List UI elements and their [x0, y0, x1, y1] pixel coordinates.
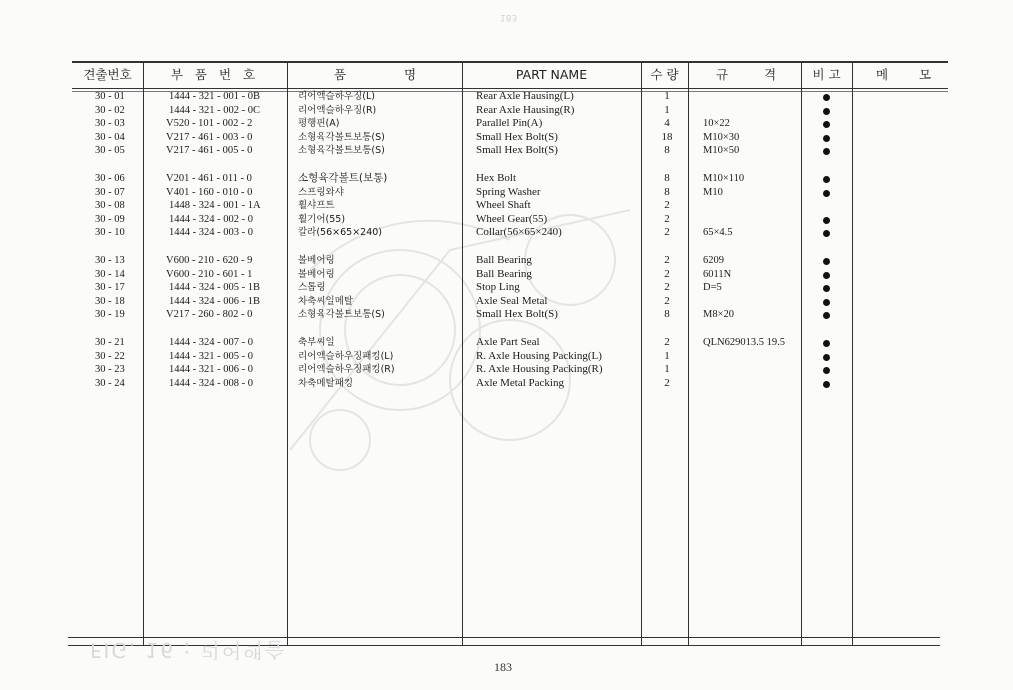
row-index-no: 30 - 08	[95, 200, 125, 212]
header-part-name: PART NAME	[515, 67, 588, 82]
row-korean-name: 휠기어(55)	[298, 213, 346, 225]
row-spec: M10×30	[703, 131, 740, 143]
row-korean-name: 볼베어링	[298, 268, 335, 280]
row-spec: D=5	[703, 282, 722, 294]
row-part-name: Spring Washer	[476, 185, 541, 198]
header-memo-1: 메	[875, 67, 889, 82]
col-sep-7	[852, 61, 853, 645]
row-spec: M10	[703, 186, 723, 198]
row-part-number: 1444 - 321 - 006 - 0	[169, 364, 253, 376]
row-index-no: 30 - 17	[95, 282, 125, 294]
row-part-name: Hex Bolt	[476, 172, 517, 184]
row-part-name: R. Axle Housing Packing(L)	[476, 349, 602, 362]
col-sep-4	[641, 61, 642, 645]
header-korean-name-1: 품	[333, 67, 347, 82]
remark-dot	[823, 285, 830, 292]
row-part-number: 1444 - 324 - 002 - 0	[169, 213, 253, 225]
col-sep-5	[688, 61, 689, 645]
row-quantity: 1	[664, 90, 670, 102]
remark-dot	[823, 354, 830, 361]
row-part-number: 1444 - 324 - 006 - 1B	[169, 295, 260, 307]
row-index-no: 30 - 04	[95, 131, 125, 143]
row-spec: 6011N	[703, 268, 732, 280]
remark-dot	[823, 258, 830, 265]
row-part-number: 1444 - 324 - 008 - 0	[169, 377, 253, 389]
col-sep-1	[143, 61, 144, 645]
row-korean-name: 리어액슬하우징(R)	[298, 104, 377, 116]
row-quantity: 8	[664, 308, 670, 321]
row-part-name: Small Hex Bolt(S)	[476, 144, 558, 157]
row-korean-name: 소형육각볼트보통(S)	[298, 309, 385, 321]
row-quantity: 2	[664, 281, 670, 294]
row-korean-name: 볼베어링	[298, 255, 335, 266]
row-part-number: 1448 - 324 - 001 - 1A	[169, 200, 261, 212]
remark-dot	[823, 190, 830, 197]
row-part-number: V600 - 210 - 620 - 9	[166, 255, 253, 266]
row-index-no: 30 - 10	[95, 227, 125, 239]
row-part-number: 1444 - 321 - 001 - 0B	[169, 91, 260, 102]
row-index-no: 30 - 07	[95, 186, 125, 198]
row-part-name: Rear Axle Hausing(R)	[476, 103, 575, 116]
row-index-no: 30 - 06	[95, 173, 125, 184]
row-part-number: V201 - 461 - 011 - 0	[166, 173, 252, 184]
header-spec-2: 격	[763, 67, 777, 82]
row-part-number: 1444 - 324 - 007 - 0	[169, 337, 253, 348]
row-part-number: V217 - 461 - 003 - 0	[166, 131, 253, 143]
row-korean-name: 차축메탈패킹	[298, 377, 354, 389]
remark-dot	[823, 381, 830, 388]
row-part-name: Ball Bearing	[476, 267, 532, 280]
row-korean-name: 소형육각볼트보통(S)	[298, 145, 385, 157]
header-memo-2: 모	[918, 67, 932, 82]
row-part-name: Stop Ling	[476, 281, 520, 294]
col-sep-6	[801, 61, 802, 645]
remark-dot	[823, 367, 830, 374]
row-index-no: 30 - 03	[95, 118, 125, 130]
row-spec: 65×4.5	[703, 227, 733, 239]
row-part-number: 1444 - 321 - 005 - 0	[169, 350, 253, 362]
row-index-no: 30 - 19	[95, 309, 125, 321]
remark-dot	[823, 121, 830, 128]
row-index-no: 30 - 22	[95, 350, 125, 362]
row-korean-name: 리어액슬하우징(L)	[298, 91, 375, 102]
row-index-no: 30 - 21	[95, 337, 125, 348]
row-part-number: V520 - 101 - 002 - 2	[166, 118, 253, 130]
row-index-no: 30 - 09	[95, 213, 125, 225]
remark-dot	[823, 230, 830, 237]
row-quantity: 2	[664, 199, 670, 212]
row-quantity: 1	[664, 363, 670, 376]
row-korean-name: 칼라(56×65×240)	[298, 227, 382, 239]
remark-dot	[823, 108, 830, 115]
row-part-name: Small Hex Bolt(S)	[476, 130, 558, 143]
header-korean-name-2: 명	[403, 67, 417, 82]
remark-dot	[823, 299, 830, 306]
row-spec: 10×22	[703, 118, 730, 130]
remark-dot	[823, 312, 830, 319]
row-part-number: V217 - 260 - 802 - 0	[166, 309, 253, 321]
row-quantity: 8	[664, 172, 670, 184]
row-index-no: 30 - 23	[95, 364, 125, 376]
row-part-number: 1444 - 324 - 005 - 1B	[169, 282, 260, 294]
bleed-through-caption: FIG. 16 : 리어액슬	[90, 638, 286, 662]
col-sep-2	[287, 61, 288, 645]
row-korean-name: 소형육각볼트(보통)	[298, 172, 388, 184]
header-bottom-rule	[72, 88, 948, 89]
row-korean-name: 리어액슬하우징패킹(R)	[298, 364, 395, 376]
row-part-number: 1444 - 324 - 003 - 0	[169, 227, 253, 239]
row-quantity: 2	[664, 294, 670, 307]
remark-dot	[823, 135, 830, 142]
remark-dot	[823, 340, 830, 347]
row-part-name: Rear Axle Hausing(L)	[476, 90, 574, 102]
header-part-number: 부 품 번 호	[170, 67, 260, 82]
row-part-name: Parallel Pin(A)	[476, 117, 543, 130]
row-part-number: V600 - 210 - 601 - 1	[166, 268, 253, 280]
row-index-no: 30 - 05	[95, 145, 125, 157]
row-index-no: 30 - 18	[95, 295, 125, 307]
row-quantity: 8	[664, 185, 670, 198]
row-index-no: 30 - 14	[95, 268, 125, 280]
row-korean-name: 리어액슬하우징패킹(L)	[298, 350, 394, 362]
row-spec: M10×110	[703, 173, 745, 184]
row-korean-name: 휠샤프트	[298, 200, 335, 212]
header-remarks: 비 고	[812, 67, 841, 82]
row-quantity: 2	[664, 267, 670, 280]
row-spec: QLN629013.5 19.5	[703, 337, 785, 348]
row-quantity: 2	[664, 376, 670, 389]
remark-dot	[823, 217, 830, 224]
row-korean-name: 스프링와샤	[298, 186, 344, 198]
row-korean-name: 차축씨일메탈	[298, 295, 354, 307]
row-quantity: 18	[661, 130, 673, 143]
row-part-name: Axle Metal Packing	[476, 376, 564, 389]
row-part-name: Small Hex Bolt(S)	[476, 308, 558, 321]
row-quantity: 2	[664, 254, 670, 266]
row-quantity: 1	[664, 103, 670, 116]
row-part-name: R. Axle Housing Packing(R)	[476, 363, 603, 376]
row-part-number: V401 - 160 - 010 - 0	[166, 186, 253, 198]
remark-dot	[823, 272, 830, 279]
row-quantity: 1	[664, 349, 670, 362]
remark-dot	[823, 148, 830, 155]
row-part-name: Axle Part Seal	[476, 336, 540, 348]
row-korean-name: 스톱링	[298, 282, 326, 294]
row-index-no: 30 - 13	[95, 255, 125, 266]
header-quantity: 수 량	[650, 67, 679, 82]
row-part-name: Axle Seal Metal	[476, 294, 548, 307]
row-korean-name: 소형육각볼트보통(S)	[298, 131, 385, 143]
row-korean-name: 축부씨일	[298, 337, 335, 348]
row-part-name: Ball Bearing	[476, 254, 532, 266]
row-part-name: Collar(56×65×240)	[476, 226, 562, 239]
row-index-no: 30 - 02	[95, 104, 125, 116]
row-part-number: 1444 - 321 - 002 - 0C	[169, 104, 260, 116]
row-index-no: 30 - 01	[95, 91, 125, 102]
row-korean-name: 평행핀(A)	[298, 118, 340, 130]
row-spec: 6209	[703, 255, 724, 266]
row-quantity: 2	[664, 336, 670, 348]
bleed-through-top: 183	[500, 12, 518, 22]
row-quantity: 4	[664, 117, 670, 130]
row-quantity: 8	[664, 144, 670, 157]
row-part-name: Wheel Shaft	[476, 199, 531, 212]
row-index-no: 30 - 24	[95, 377, 125, 389]
row-spec: M10×50	[703, 145, 740, 157]
row-quantity: 2	[664, 212, 670, 225]
row-part-name: Wheel Gear(55)	[476, 212, 548, 225]
col-sep-3	[462, 61, 463, 645]
row-part-number: V217 - 461 - 005 - 0	[166, 145, 253, 157]
page-number: 183	[494, 660, 512, 674]
header-spec-1: 규	[715, 67, 729, 82]
remark-dot	[823, 94, 830, 101]
header-index-no: 견출번호	[83, 67, 132, 82]
row-spec: M8×20	[703, 309, 735, 321]
row-quantity: 2	[664, 226, 670, 239]
remark-dot	[823, 176, 830, 183]
